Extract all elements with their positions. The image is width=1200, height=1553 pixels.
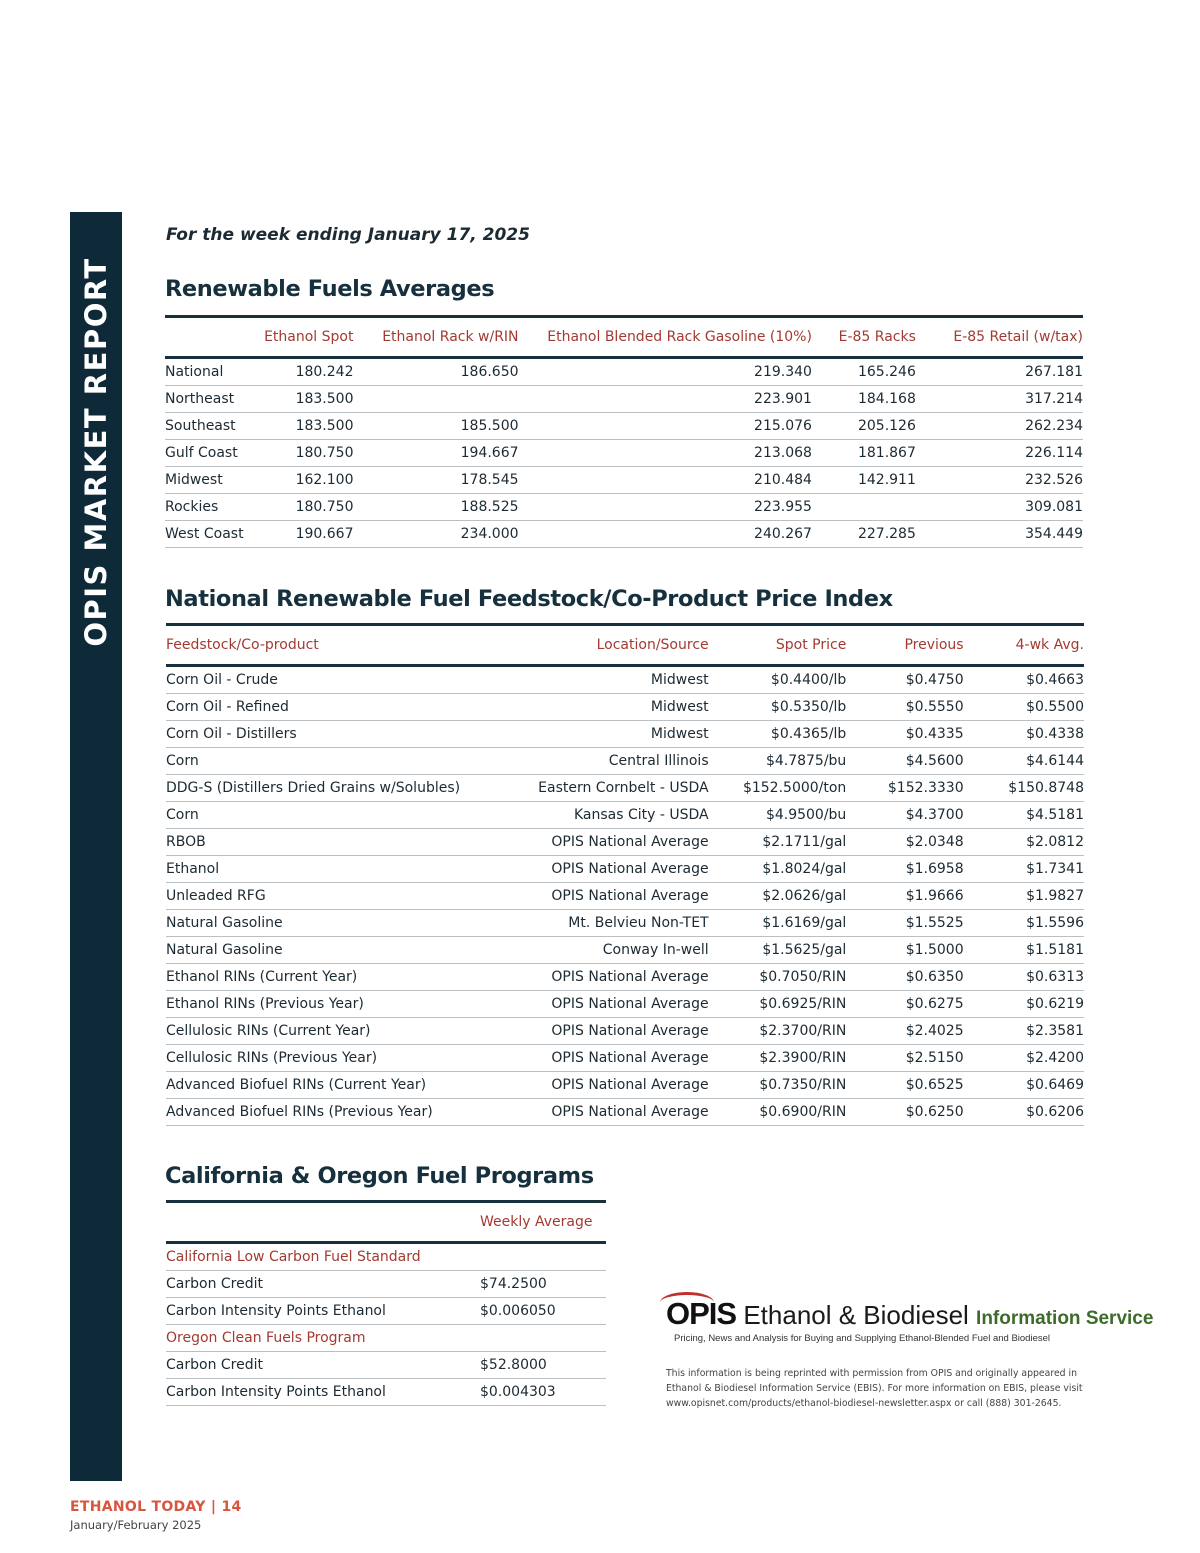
four-week-avg: $150.8748 (964, 775, 1084, 802)
logo-opis-wordmark: OPIS (666, 1296, 736, 1331)
table-row (166, 937, 1084, 964)
feedstock-name: RBOB (166, 829, 492, 856)
california-title: California & Oregon Fuel Programs (165, 1163, 594, 1189)
previous-price: $0.4335 (846, 721, 963, 748)
feedstock-header-cell: Feedstock/Co-product (166, 637, 319, 653)
region-label: National (165, 358, 255, 386)
table-row (166, 910, 1084, 937)
price-cell: 234.000 (353, 521, 518, 548)
four-week-avg: $0.4338 (964, 721, 1084, 748)
price-cell: 188.525 (353, 494, 518, 521)
week-heading: For the week ending January 17, 2025 (166, 225, 530, 245)
feedstock-header-row (166, 625, 1084, 666)
four-week-avg: $1.7341 (964, 856, 1084, 883)
table-row (166, 775, 1084, 802)
price-cell: 205.126 (812, 413, 916, 440)
location-source: OPIS National Average (492, 1099, 708, 1126)
feedstock-name: DDG-S (Distillers Dried Grains w/Solubles) (166, 775, 492, 802)
previous-price: $1.5525 (846, 910, 963, 937)
logo-tagline: Pricing, News and Analysis for Buying and Supplying Ethanol-Blended Fuel and Biodiesel (674, 1333, 1051, 1344)
previous-price: $0.6250 (846, 1099, 963, 1126)
feedstock-header-cell: 4-wk Avg. (1015, 637, 1084, 653)
feedstock-name: Ethanol RINs (Current Year) (166, 964, 492, 991)
region-label: Gulf Coast (165, 440, 255, 467)
four-week-avg: $1.5181 (964, 937, 1084, 964)
price-cell: 183.500 (255, 386, 354, 413)
spot-price: $2.1711/gal (709, 829, 847, 856)
feedstock-name: Corn Oil - Refined (166, 694, 492, 721)
price-cell: 186.650 (353, 358, 518, 386)
feedstock-name: Cellulosic RINs (Current Year) (166, 1018, 492, 1045)
table-row (166, 1045, 1084, 1072)
location-source: Kansas City - USDA (492, 802, 708, 829)
feedstock-name: Corn (166, 802, 492, 829)
california-table (166, 1200, 606, 1406)
spot-price: $2.3900/RIN (709, 1045, 847, 1072)
table-row (166, 1099, 1084, 1126)
california-header-weekly: Weekly Average (480, 1214, 593, 1230)
four-week-avg: $2.4200 (964, 1045, 1084, 1072)
price-cell: 232.526 (916, 467, 1083, 494)
spot-price: $4.9500/bu (709, 802, 847, 829)
feedstock-name: Advanced Biofuel RINs (Current Year) (166, 1072, 492, 1099)
spot-price: $0.6900/RIN (709, 1099, 847, 1126)
table-row (166, 666, 1084, 694)
renewable-header-cell: E-85 Racks (838, 329, 916, 345)
credit-note: This information is being reprinted with permission from OPIS and originally appeared in Ethanol & Biodiesel Information Service (EBIS). For more information on EBIS, please visit www.opisnet.com/products/ethanol-biodiesel-newsletter.aspx or call (888) 301-2645. (666, 1368, 1083, 1409)
feedstock-name: Cellulosic RINs (Previous Year) (166, 1045, 492, 1072)
price-cell: 142.911 (812, 467, 916, 494)
four-week-avg: $2.0812 (964, 829, 1084, 856)
price-cell: 178.545 (353, 467, 518, 494)
weekly-average-value: $74.2500 (480, 1271, 606, 1298)
four-week-avg: $4.6144 (964, 748, 1084, 775)
california-header-row (166, 1202, 606, 1243)
region-label: Rockies (165, 494, 255, 521)
location-source: OPIS National Average (492, 883, 708, 910)
previous-price: $1.5000 (846, 937, 963, 964)
previous-price: $1.6958 (846, 856, 963, 883)
table-row (166, 694, 1084, 721)
program-section-row (166, 1243, 606, 1271)
sidebar-title: OPIS MARKET REPORT (79, 257, 113, 647)
renewable-header-cell: Ethanol Rack w/RIN (382, 329, 519, 345)
table-row (166, 991, 1084, 1018)
four-week-avg: $4.5181 (964, 802, 1084, 829)
spot-price: $0.4400/lb (709, 666, 847, 694)
price-cell: 223.901 (519, 386, 812, 413)
four-week-avg: $0.6313 (964, 964, 1084, 991)
four-week-avg: $0.6469 (964, 1072, 1084, 1099)
previous-price: $152.3330 (846, 775, 963, 802)
price-cell: 180.750 (255, 440, 354, 467)
price-cell: 180.750 (255, 494, 354, 521)
price-cell: 227.285 (812, 521, 916, 548)
price-cell: 184.168 (812, 386, 916, 413)
price-cell: 210.484 (519, 467, 812, 494)
table-row (166, 856, 1084, 883)
location-source: OPIS National Average (492, 1072, 708, 1099)
feedstock-name: Corn (166, 748, 492, 775)
previous-price: $0.6350 (846, 964, 963, 991)
renewable-header-cell: Ethanol Spot (264, 329, 354, 345)
four-week-avg: $0.6206 (964, 1099, 1084, 1126)
table-row (166, 1072, 1084, 1099)
table-row (165, 521, 1083, 548)
weekly-average-value: $0.004303 (480, 1379, 606, 1406)
price-cell: 226.114 (916, 440, 1083, 467)
location-source: Eastern Cornbelt - USDA (492, 775, 708, 802)
spot-price: $4.7875/bu (709, 748, 847, 775)
table-row (165, 494, 1083, 521)
feedstock-name: Ethanol (166, 856, 492, 883)
feedstock-table (166, 623, 1084, 1126)
table-row (165, 386, 1083, 413)
feedstock-name: Ethanol RINs (Previous Year) (166, 991, 492, 1018)
location-source: OPIS National Average (492, 1018, 708, 1045)
location-source: Central Illinois (492, 748, 708, 775)
metric-label: Carbon Credit (166, 1271, 480, 1298)
price-cell (812, 494, 916, 521)
four-week-avg: $1.9827 (964, 883, 1084, 910)
california-header-blank (166, 1202, 480, 1243)
feedstock-name: Corn Oil - Crude (166, 666, 492, 694)
feedstock-name: Natural Gasoline (166, 910, 492, 937)
price-cell (353, 386, 518, 413)
table-row (165, 413, 1083, 440)
table-row (166, 1298, 606, 1325)
spot-price: $2.0626/gal (709, 883, 847, 910)
region-label: Southeast (165, 413, 255, 440)
table-row (166, 1018, 1084, 1045)
feedstock-header-cell: Location/Source (596, 637, 709, 653)
four-week-avg: $0.5500 (964, 694, 1084, 721)
price-cell: 165.246 (812, 358, 916, 386)
metric-label: Carbon Intensity Points Ethanol (166, 1379, 480, 1406)
previous-price: $1.9666 (846, 883, 963, 910)
location-source: OPIS National Average (492, 964, 708, 991)
spot-price: $1.6169/gal (709, 910, 847, 937)
footer-title: ETHANOL TODAY | 14 (70, 1499, 242, 1515)
price-cell: 185.500 (353, 413, 518, 440)
previous-price: $0.5550 (846, 694, 963, 721)
renewable-header-cell (165, 317, 255, 358)
table-row (166, 721, 1084, 748)
price-cell: 219.340 (519, 358, 812, 386)
logo-swoosh-icon (660, 1292, 714, 1327)
table-row (166, 802, 1084, 829)
price-cell: 190.667 (255, 521, 354, 548)
location-source: OPIS National Average (492, 829, 708, 856)
price-cell: 354.449 (916, 521, 1083, 548)
table-row (165, 358, 1083, 386)
previous-price: $2.5150 (846, 1045, 963, 1072)
four-week-avg: $0.4663 (964, 666, 1084, 694)
logo-name: Ethanol & Biodiesel (743, 1300, 969, 1330)
four-week-avg: $1.5596 (964, 910, 1084, 937)
weekly-average-value: $52.8000 (480, 1352, 606, 1379)
renewable-table (165, 315, 1083, 548)
four-week-avg: $2.3581 (964, 1018, 1084, 1045)
location-source: Mt. Belvieu Non-TET (492, 910, 708, 937)
spot-price: $0.6925/RIN (709, 991, 847, 1018)
price-cell: 180.242 (255, 358, 354, 386)
previous-price: $2.0348 (846, 829, 963, 856)
renewable-header-row (165, 317, 1083, 358)
program-section-row (166, 1325, 606, 1352)
renewable-header-cell: E-85 Retail (w/tax) (953, 329, 1083, 345)
price-cell: 267.181 (916, 358, 1083, 386)
price-cell: 215.076 (519, 413, 812, 440)
feedstock-name: Advanced Biofuel RINs (Previous Year) (166, 1099, 492, 1126)
spot-price: $1.5625/gal (709, 937, 847, 964)
region-label: Northeast (165, 386, 255, 413)
spot-price: $2.3700/RIN (709, 1018, 847, 1045)
location-source: OPIS National Average (492, 1045, 708, 1072)
weekly-average-value (480, 1243, 606, 1271)
spot-price: $0.5350/lb (709, 694, 847, 721)
table-row (166, 748, 1084, 775)
price-cell: 183.500 (255, 413, 354, 440)
metric-label: Carbon Credit (166, 1352, 480, 1379)
previous-price: $4.5600 (846, 748, 963, 775)
table-row (166, 1271, 606, 1298)
spot-price: $1.8024/gal (709, 856, 847, 883)
logo-service: Information Service (976, 1308, 1154, 1329)
renewable-title: Renewable Fuels Averages (165, 276, 495, 302)
table-row (166, 829, 1084, 856)
table-row (166, 1379, 606, 1406)
location-source: Midwest (492, 694, 708, 721)
previous-price: $0.4750 (846, 666, 963, 694)
renewable-header-cell: Ethanol Blended Rack Gasoline (10%) (547, 329, 812, 345)
table-row (165, 440, 1083, 467)
price-cell: 309.081 (916, 494, 1083, 521)
price-cell: 194.667 (353, 440, 518, 467)
feedstock-name: Unleaded RFG (166, 883, 492, 910)
region-label: West Coast (165, 521, 255, 548)
table-row (166, 1352, 606, 1379)
price-cell: 317.214 (916, 386, 1083, 413)
spot-price: $0.4365/lb (709, 721, 847, 748)
weekly-average-value (480, 1325, 606, 1352)
previous-price: $0.6275 (846, 991, 963, 1018)
feedstock-name: Natural Gasoline (166, 937, 492, 964)
opis-logo (666, 1296, 1154, 1344)
spot-price: $152.5000/ton (709, 775, 847, 802)
location-source: OPIS National Average (492, 856, 708, 883)
four-week-avg: $0.6219 (964, 991, 1084, 1018)
price-cell: 262.234 (916, 413, 1083, 440)
previous-price: $2.4025 (846, 1018, 963, 1045)
weekly-average-value: $0.006050 (480, 1298, 606, 1325)
price-cell: 223.955 (519, 494, 812, 521)
region-label: Midwest (165, 467, 255, 494)
program-name: Oregon Clean Fuels Program (166, 1325, 480, 1352)
feedstock-header-cell: Spot Price (775, 637, 847, 653)
spot-price: $0.7050/RIN (709, 964, 847, 991)
location-source: OPIS National Average (492, 991, 708, 1018)
previous-price: $0.6525 (846, 1072, 963, 1099)
table-row (166, 964, 1084, 991)
price-cell: 213.068 (519, 440, 812, 467)
location-source: Midwest (492, 721, 708, 748)
table-row (166, 883, 1084, 910)
footer-date: January/February 2025 (70, 1518, 202, 1532)
price-cell: 162.100 (255, 467, 354, 494)
feedstock-title: National Renewable Fuel Feedstock/Co-Product Price Index (165, 586, 893, 612)
previous-price: $4.3700 (846, 802, 963, 829)
location-source: Conway In-well (492, 937, 708, 964)
spot-price: $0.7350/RIN (709, 1072, 847, 1099)
price-cell: 240.267 (519, 521, 812, 548)
feedstock-name: Corn Oil - Distillers (166, 721, 492, 748)
price-cell: 181.867 (812, 440, 916, 467)
program-name: California Low Carbon Fuel Standard (166, 1243, 480, 1271)
table-row (165, 467, 1083, 494)
location-source: Midwest (492, 666, 708, 694)
feedstock-header-cell: Previous (904, 637, 964, 653)
metric-label: Carbon Intensity Points Ethanol (166, 1298, 480, 1325)
